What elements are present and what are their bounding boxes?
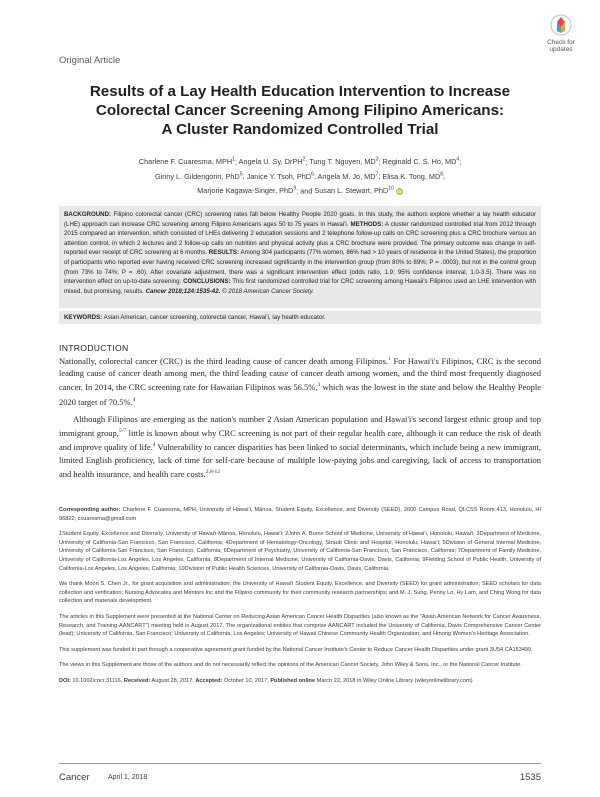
author: Angela M. Jo, $MD^7$ [317, 171, 379, 181]
abstract-methods-label: METHODS: [350, 220, 384, 228]
introduction-heading: INTRODUCTION [59, 343, 129, 353]
article-title [40, 82, 560, 139]
author: Marjorie Kagawa-Singer, PhD$^9$ [197, 185, 297, 196]
title-line-2: Colorectal Cancer Screening Among Filipino Americans: [95, 102, 505, 119]
keywords-label: KEYWORDS: [64, 314, 103, 321]
crossmark-line1: Check for [547, 39, 575, 46]
abstract [59, 206, 541, 308]
author-list: Charlene F. Cuaresma, MPH$^1$; Angela U. Sy, DrPH$^2$; Tung T. Nguyen, $MD^3$; Reginald C. S. Ho, $MD^4$; Ginny L. Gildengorin, PhD$^5$; Janice Y. Tsoh, PhD$^6$; Angela M. Jo, $MD^7$; Elisa K. Tong, $MD^8$; Marjorie Kagawa-Singer, PhD$^9$; and Susan L. Stewart, PhD$^{10}$ iD [138, 157, 462, 196]
check-for-updates-badge[interactable] [543, 14, 579, 54]
keywords-text: Asian American, cancer screening, colorectal cancer, Hawai'i, lay health educator. [103, 314, 326, 321]
introduction-paragraph-2: Although Filipinos are emerging as the nation's number 2 Asian American population and Hawai'i's second largest ethnic group and top immigrant group,$^{5-7}$ little is known about why CRC screening is not part of their regular health care, although it can reduce the risk of death and improve quality of life.$^4$ Vulnerability to cancer disparities has been linked to social determinants, which include being a new immigrant, limited English proficiency, lack of time for self-care because of multiple low-paying jobs and caregiving, lack of access to transportation and health insurance, and health care costs.$^{2,8-12}$ [59, 414, 541, 479]
abstract-citation: Cancer 2018;124:1535-42. [145, 287, 221, 295]
author: Susan L. Stewart, PhD$^{10}$ [314, 185, 394, 196]
abstract-background: Filipino colorectal cancer (CRC) screening rates fall below Healthy People 2020 goals. In this study, the authors explore whether a lay health educator (LHE) approach can increase CRC screening among Filipino Americans ages 50 to 75 years in Hawai'i. [64, 211, 536, 228]
author: Angela U. Sy, DrPH$^2$ [238, 157, 306, 167]
author: Tung T. Nguyen, $MD^3$ [309, 157, 379, 167]
introduction-paragraph-1: Nationally, colorectal cancer (CRC) is the third leading cause of cancer death among Filipinos.$^1$ For Hawai'i's Filipinos, CRC is the second leading cause of cancer death among men, the third leading cause of cancer death among women, and the third most frequently diagnosed cancer. In 2014, the CRC screening rate for Hawaiian Filipinos was 56.5%,$^3$ which was the lowest in the state and below the Healthy People 2020 target of 70.5%.$^4$ [59, 355, 541, 407]
author: Janice Y. Tsoh, PhD$^6$ [246, 171, 314, 181]
abstract-results: Among 304 participants (77% women, 86% had > 10 years of residence in the United States), the proportion of participants who reported ever having received CRC screening increased significantly in the intervention group (from 80% to 89%; P = .0003), but not in the control group (from 73% to 74%; P = .60). After covariate adjustment, there was a significant intervention effect (odds ratio, 1.9; 95% confidence interval, 1.0-3.5). There was no intervention effect on up-to-date screening. [64, 249, 536, 286]
keywords [59, 311, 541, 324]
affiliations-note: 1Student Equity, Excellence and Diversity, University of Hawai'i-Mānoa, Honolulu, Hawai'i; 2John A. Burns School of Medicine, University of Hawai'i, Honolulu, Hawai'i; 3Department of Medicine, University of California-San Francisco, San Francisco, California; 4Department of Hematology-Oncology, Straub Clinic and Hospital, Honolulu, Hawai'i; 5Division of General Internal Medicine, University of California-San Francisco, San Francisco, California; 6Department of Psychiatry, University of California-San Francisco, San Francisco, California; 7Department of Family Medicine, University of California-Los Angeles, Los Angeles, California; 8Department of Internal Medicine, University of California-Davis, Davis, California; 9Fielding School of Public Health, University of California-Los Angeles, Los Angeles, California; 10Division of Public Health Sciences, University of California-Davis, Davis, California. [59, 531, 541, 572]
author: Ginny L. Gildengorin, PhD$^5$ [154, 171, 243, 181]
title-line-3: A Cluster Randomized Controlled Trial [161, 121, 439, 138]
orcid-icon[interactable]: iD [397, 188, 402, 194]
abstract-conclusions: This first randomized controlled trial for CRC screening among Hawaii's Filipinos used an LHE intervention with mixed, but promising, results. [64, 278, 536, 295]
author: Elisa K. Tong, $MD^8$ [382, 171, 443, 181]
abstract-conclusions-label: CONCLUSIONS: [183, 278, 231, 286]
crossmark-icon [550, 14, 572, 38]
publication-history-note: DOI: 10.1002/cncr.31116, Received: August 28, 2017, Accepted: October 10, 2017, Published online March 22, 2018 in Wiley Online Library (wileyonlinelibrary.com) [59, 677, 473, 684]
author: Reginald C. S. Ho, $MD^4$ [382, 157, 460, 167]
abstract-background-label: BACKGROUND: [64, 211, 112, 218]
views-note: The views in this Supplement are those of the authors and do not necessarily reflect the opinions of the American Cancer Society, John Wiley & Sons, Inc., or the National Cancer Institute. [59, 662, 522, 669]
corresponding-author-note: Corresponding author: Charlene F. Cuaresma, MPH, University of Hawai'i, Mānoa, Student Equity, Excellence, and Diversity (SEED), 2600 Campus Road, QLCSS Room 413, Honolulu, HI 96822; ccuaresma@gmail.com [59, 507, 541, 522]
footer-journal-name: Cancer [59, 772, 90, 783]
abstract-methods: A cluster randomized controlled trial from 2012 through 2015 compared an intervention, which consisted of LHEs delivering 2 education sessions and 2 telephone follow-up calls on CRC screening plus a CRC brochure versus an attention control, in which 2 lectures and 2 follow-up calls on nutrition and physical activity plus a CRC brochure were provided. The primary outcome was change in self-reported ever receipt of CRC screening at 6 months. [64, 220, 536, 257]
author: Charlene F. Cuaresma, MPH$^1$ [138, 157, 235, 167]
abstract-results-label: RESULTS: [208, 249, 240, 257]
footer-page-number: 1535 [519, 772, 541, 783]
crossmark-line2: updates [549, 46, 573, 53]
title-line-1: Results of a Lay Health Education Intervention to Increase [89, 83, 511, 100]
abstract-copyright: © 2018 American Cancer Society. [222, 287, 314, 295]
footer-divider [59, 763, 541, 764]
footer-issue-date: April 1, 2018 [108, 774, 148, 781]
acknowledgments-note: We thank Moon S. Chen Jr., for grant acquisition and administration; the University of Hawai'i Student Equity, Excellence, and Diversity (SEED) for grant administration; SEED scholars for data collection and verification; Nursing Advocates and Mentors Inc and the Filipino community for their community research partnerships; and M. J. Sung, Penny Lo, Hy Lam, and Ching Wong for data collection and materials development. [59, 581, 541, 605]
funding-note: This supplement was funded in part through a cooperative agreement grant funded by the National Cancer Institute's Center to Reduce Cancer Health Disparities under grant 3U54 CA153499. [59, 646, 533, 653]
footnotes [59, 506, 541, 693]
presentation-note: The articles in this Supplement were presented at the National Center on Reducing Asian American Cancer Health Disparities (also known as the "Asian American Network for Cancer Awareness, Research, and Training-AANCART") meeting held in August 2017. The organizational entities that comprise AANCART included the University of California, Davis Comprehensive Cancer Center (lead); University of California, San Francisco; University of California, Los Angeles; University of Hawaii Chinese Community Health Organization; and Hmong Women's Heritage Association. [59, 613, 541, 638]
article-type: Original Article [59, 55, 121, 66]
